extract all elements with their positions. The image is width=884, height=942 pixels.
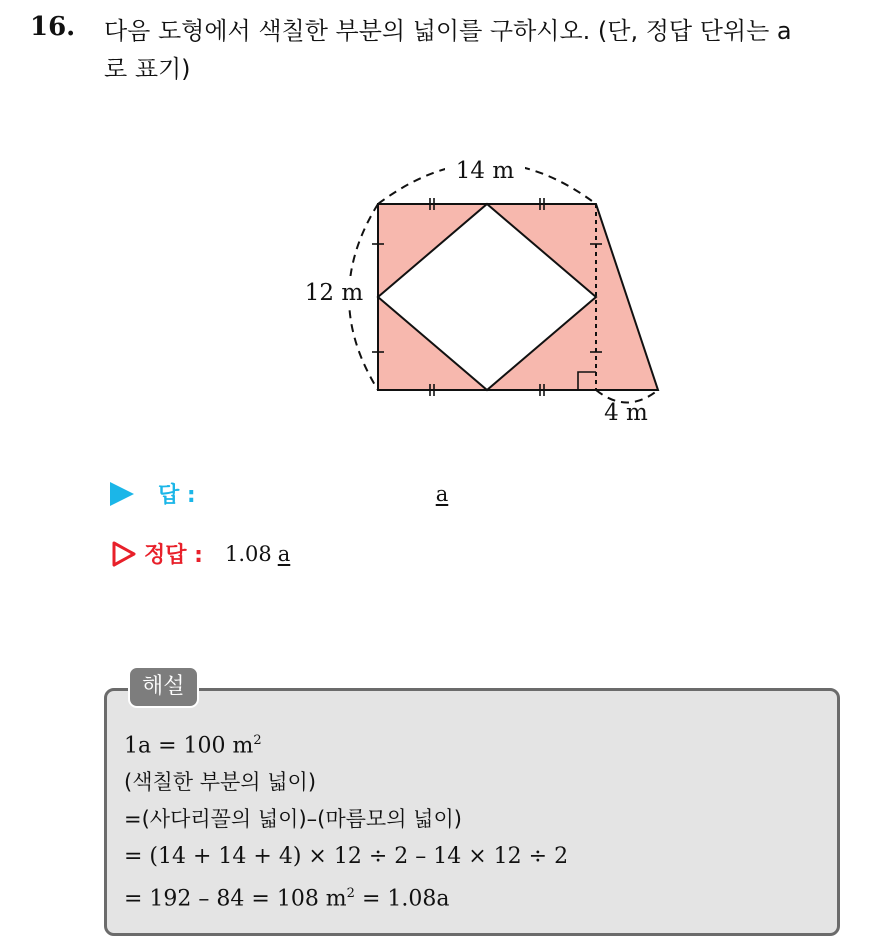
correct-answer-label: 정답 : bbox=[144, 543, 203, 568]
answer-unit: a bbox=[435, 481, 449, 506]
question-text-line-1: 다음 도형에서 색칠한 부분의 넓이를 구하시오. (단, 정답 단위는 a bbox=[104, 17, 792, 45]
question-number: 16. bbox=[30, 12, 76, 42]
solution-line-1-sup: 2 bbox=[253, 733, 262, 748]
correct-answer-row bbox=[110, 538, 290, 569]
play-icon bbox=[110, 482, 134, 506]
solution-line-4: = (14 + 14 + 4) × 12 ÷ 2 – 14 × 12 ÷ 2 bbox=[124, 844, 569, 870]
solution-line-1 bbox=[124, 722, 568, 764]
solution-line-5 bbox=[124, 875, 568, 917]
correct-answer-unit: a bbox=[277, 541, 291, 566]
solution-line-2: (색칠한 부분의 넓이) bbox=[124, 770, 317, 795]
question-text bbox=[104, 12, 864, 88]
left-height-label: 12 m bbox=[304, 280, 364, 306]
solution-content bbox=[124, 722, 568, 918]
trapezoid-diagram bbox=[290, 140, 680, 440]
bottom-right-length-label: 4 m bbox=[604, 400, 648, 426]
question-text-line-2: 로 표기) bbox=[104, 55, 191, 83]
solution-line-5-text-b: = 1.08a bbox=[354, 886, 450, 912]
answer-row bbox=[110, 478, 448, 509]
solution-tab: 해설 bbox=[128, 666, 199, 708]
answer-label: 답 : bbox=[158, 483, 196, 508]
outline-play-icon bbox=[110, 540, 138, 568]
solution-line-1-text: 1a = 100 m bbox=[124, 733, 254, 759]
correct-answer-value: 1.08 bbox=[224, 541, 272, 566]
solution-line-5-text-a: = 192 – 84 = 108 m bbox=[124, 886, 347, 912]
solution-line-5-sup: 2 bbox=[346, 886, 355, 902]
solution-line-3: =(사다리꼴의 넓이)–(마름모의 넓이) bbox=[124, 807, 462, 832]
top-length-label: 14 m bbox=[455, 158, 515, 184]
